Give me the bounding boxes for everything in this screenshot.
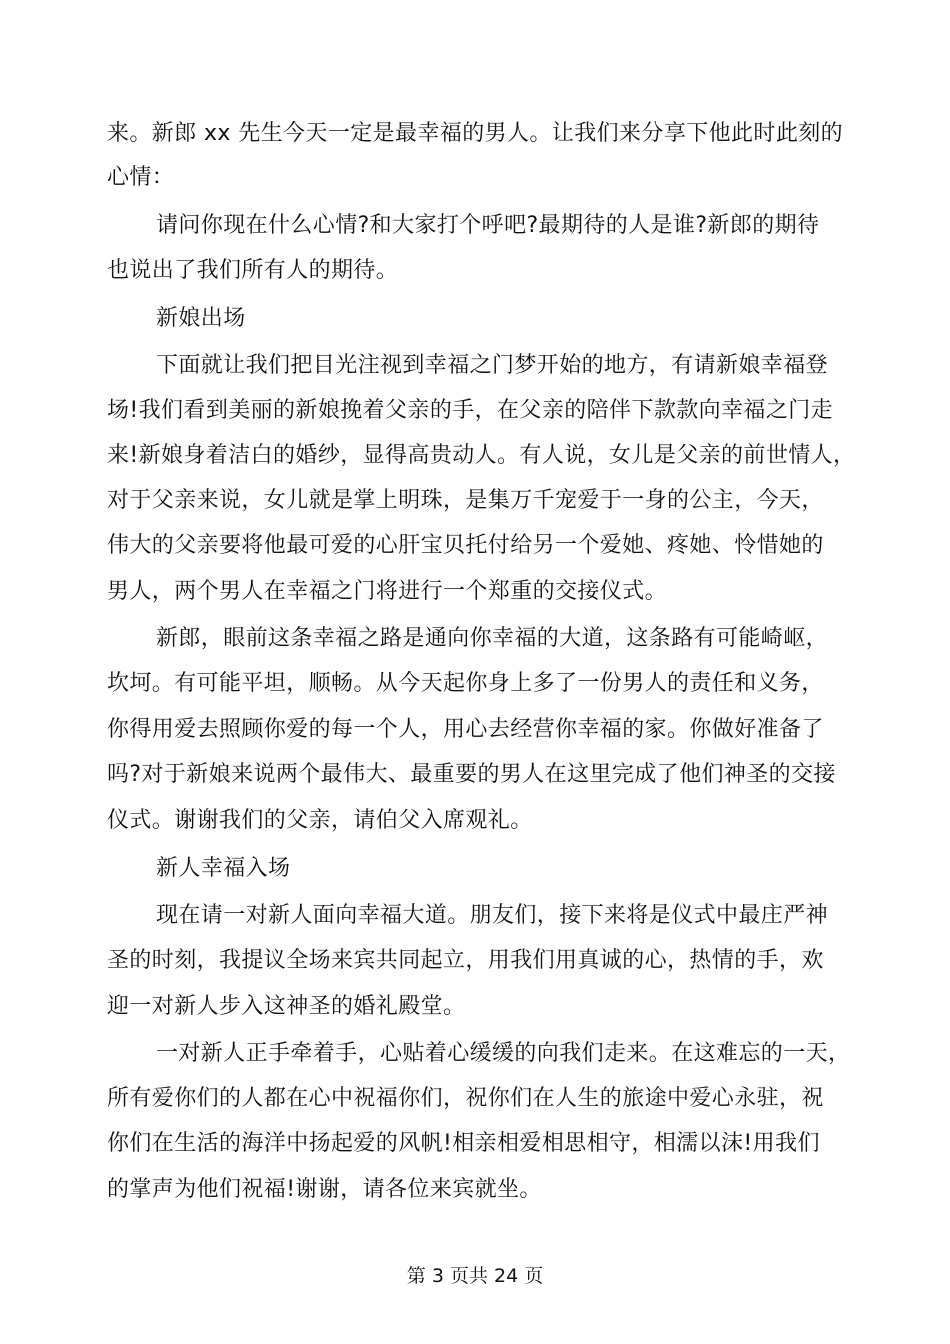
text-line: 来。新郎 xx 先生今天一定是最幸福的男人。让我们来分享下他此时此刻的 bbox=[107, 121, 844, 146]
text-line: 伟大的父亲要将他最可爱的心肝宝贝托付给另一个爱她、疼她、怜惜她的 bbox=[107, 533, 824, 558]
text-line: 仪式。谢谢我们的父亲，请伯父入席观礼。 bbox=[107, 808, 533, 833]
text-line: 坎坷。有可能平坦，顺畅。从今天起你身上多了一份男人的责任和义务， bbox=[107, 671, 824, 696]
paragraph-first-line: 现在请一对新人面向幸福大道。朋友们，接下来将是仪式中最庄严神 bbox=[156, 903, 829, 928]
text-line: 圣的时刻，我提议全场来宾共同起立，用我们用真诚的心，热情的手，欢 bbox=[107, 948, 824, 973]
text-line: 心情： bbox=[107, 165, 175, 190]
text-line: 的掌声为他们祝福!谢谢，请各位来宾就坐。 bbox=[107, 1177, 542, 1202]
paragraph-first-line: 请问你现在什么心情?和大家打个呼吧?最期待的人是谁?新郎的期待 bbox=[156, 213, 820, 238]
text-line: 也说出了我们所有人的期待。 bbox=[107, 258, 399, 283]
text-line: 所有爱你们的人都在心中祝福你们，祝你们在人生的旅途中爱心永驻，祝 bbox=[107, 1086, 824, 1111]
paragraph-first-line: 下面就让我们把目光注视到幸福之门梦开始的地方，有请新娘幸福登 bbox=[156, 353, 829, 378]
text-line: 对于父亲来说，女儿就是掌上明珠，是集万千宠爱于一身的公主，今天， bbox=[107, 488, 824, 513]
page-number-footer: 第 3 页共 24 页 bbox=[406, 1265, 544, 1287]
section-heading-couple-entrance: 新人幸福入场 bbox=[156, 856, 291, 881]
text-line: 吗?对于新娘来说两个最伟大、最重要的男人在这里完成了他们神圣的交接 bbox=[107, 762, 836, 787]
text-line: 男人，两个男人在幸福之门将进行一个郑重的交接仪式。 bbox=[107, 579, 668, 604]
paragraph-first-line: 新郎，眼前这条幸福之路是通向你幸福的大道，这条路有可能崎岖， bbox=[156, 626, 829, 651]
text-line: 场!我们看到美丽的新娘挽着父亲的手，在父亲的陪伴下款款向幸福之门走 bbox=[107, 398, 834, 423]
paragraph-first-line: 一对新人正手牵着手，心贴着心缓缓的向我们走来。在这难忘的一天， bbox=[156, 1041, 851, 1066]
text-line: 迎一对新人步入这神圣的婚礼殿堂。 bbox=[107, 994, 466, 1019]
text-line: 来!新娘身着洁白的婚纱，显得高贵动人。有人说，女儿是父亲的前世情人， bbox=[107, 443, 856, 468]
section-heading-bride-entrance: 新娘出场 bbox=[156, 306, 246, 331]
text-line: 你们在生活的海洋中扬起爱的风帆!相亲相爱相思相守，相濡以沫!用我们 bbox=[107, 1131, 820, 1156]
text-line: 你得用爱去照顾你爱的每一个人，用心去经营你幸福的家。你做好准备了 bbox=[107, 717, 824, 742]
